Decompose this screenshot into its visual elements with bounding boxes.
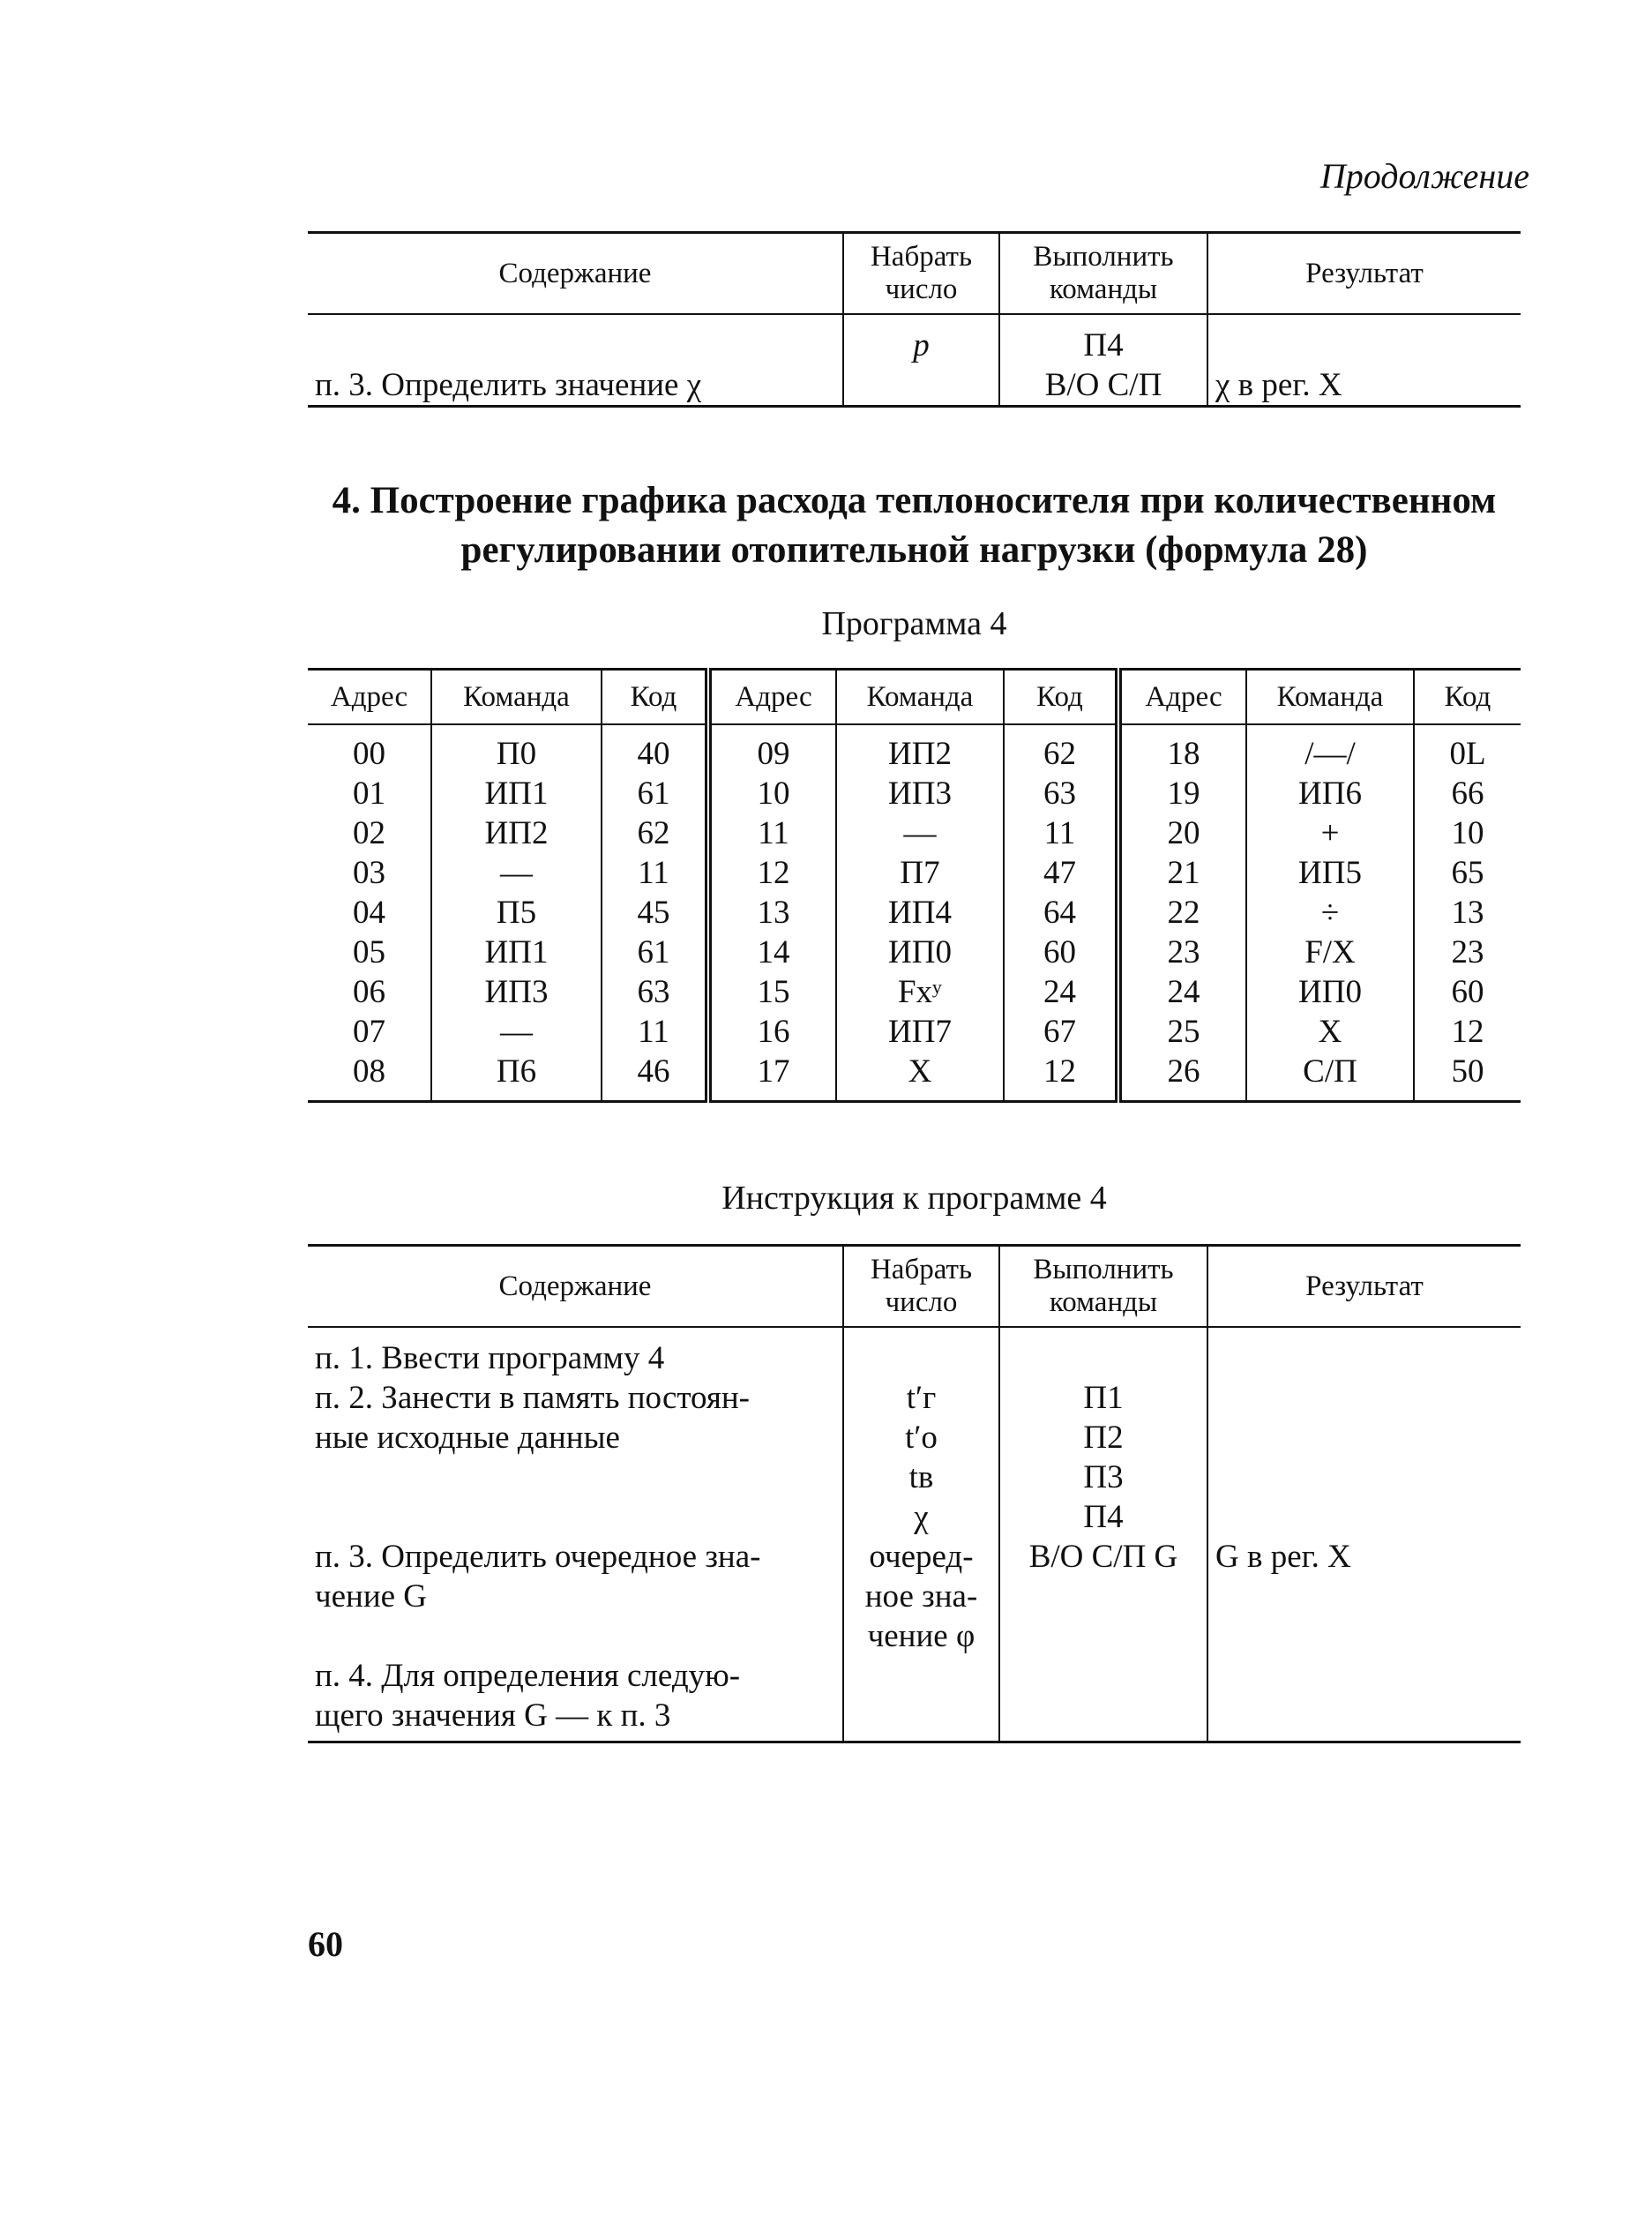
cell-line: В/О С/П G — [1028, 1539, 1178, 1575]
cell-line: 60 — [1451, 974, 1484, 1010]
cell-line: 16 — [757, 1014, 790, 1050]
header-content: Содержание — [308, 233, 843, 315]
header-code: Код — [1004, 670, 1118, 725]
cell-line: ИП3 — [484, 974, 549, 1010]
command-line: В/О С/П — [1044, 367, 1162, 403]
cell-line: 65 — [1451, 855, 1484, 891]
cell-line: ИП1 — [484, 934, 549, 970]
cell-line: 09 — [757, 736, 790, 772]
cell-line: 12 — [1451, 1014, 1484, 1050]
cell-line: ИП7 — [888, 1014, 952, 1050]
cell-line: 13 — [1451, 895, 1484, 931]
code-column — [602, 724, 708, 1102]
command-column — [836, 724, 1004, 1102]
cell-line: 45 — [637, 895, 670, 931]
cell-line: 67 — [1043, 1014, 1076, 1050]
cell-line: Fxʸ — [897, 974, 943, 1010]
cell-line: 24 — [1167, 974, 1200, 1010]
cell-line: 05 — [353, 934, 385, 970]
cell-line: — — [500, 855, 533, 891]
instruction-caption: Инструкция к программе 4 — [721, 1180, 1107, 1217]
cell-line: П2 — [1083, 1420, 1124, 1456]
instruction-table — [308, 1244, 1521, 1743]
cell-line: п. 4. Для определения следую- — [315, 1658, 741, 1694]
cell-line: 20 — [1167, 815, 1200, 851]
header-command: Команда — [431, 670, 602, 725]
cell-line: 64 — [1043, 895, 1076, 931]
cell-line: 11 — [1043, 815, 1076, 851]
instruction-commands — [999, 1327, 1207, 1742]
row-commands — [999, 314, 1207, 407]
cell-line: X — [1318, 1014, 1342, 1050]
code-column — [1004, 724, 1118, 1102]
row-input: p — [843, 314, 999, 407]
cell-line: 22 — [1167, 895, 1200, 931]
cell-line: F/X — [1304, 934, 1356, 970]
header-address: Адрес — [708, 670, 836, 725]
address-column — [708, 724, 836, 1102]
cell-line: П3 — [1083, 1459, 1124, 1495]
cell-line: 0L — [1449, 736, 1486, 772]
cell-line: 40 — [637, 736, 670, 772]
page-number: 60 — [308, 1924, 343, 1964]
section-heading — [308, 476, 1521, 575]
cell-line: 10 — [1451, 815, 1484, 851]
cell-line: 61 — [637, 934, 670, 970]
cell-line: 03 — [353, 855, 385, 891]
cell-line: п. 1. Ввести программу 4 — [315, 1340, 665, 1376]
cell-line: 47 — [1043, 855, 1076, 891]
cell-line: 07 — [353, 1014, 385, 1050]
cell-line: ИП0 — [888, 934, 952, 970]
cell-line: 17 — [757, 1053, 790, 1090]
cell-line: 04 — [353, 895, 385, 931]
cell-line: — — [903, 815, 937, 851]
cell-line: П1 — [1083, 1380, 1124, 1416]
cell-line — [315, 1497, 835, 1537]
cell-line: щего значения G — к п. 3 — [315, 1697, 671, 1734]
header-command: Команда — [1246, 670, 1414, 725]
cell-line: ные исходные данные — [315, 1420, 620, 1456]
cell-line: 02 — [353, 815, 385, 851]
cell-line — [1007, 1338, 1200, 1378]
cell-line: 23 — [1167, 934, 1200, 970]
cell-line: 60 — [1043, 934, 1076, 970]
header-code: Код — [1414, 670, 1521, 725]
cell-line: 18 — [1167, 736, 1200, 772]
cell-line: + — [1320, 815, 1340, 851]
cell-line — [1215, 1457, 1514, 1497]
cell-line — [1215, 1497, 1514, 1537]
heading-line-2: регулировании отопительной нагрузки (формула 28) — [460, 529, 1368, 571]
cell-line: 11 — [758, 815, 789, 851]
cell-line: ИП6 — [1298, 776, 1362, 812]
cell-line: ÷ — [1320, 895, 1340, 931]
cell-line: ИП2 — [484, 815, 549, 851]
header-content: Содержание — [308, 1246, 843, 1328]
code-column — [1414, 724, 1521, 1102]
cell-line: ИП2 — [888, 736, 952, 772]
cell-line: 63 — [637, 974, 670, 1010]
command-column — [1246, 724, 1414, 1102]
cell-line: 66 — [1451, 776, 1484, 812]
cell-line: 50 — [1451, 1053, 1484, 1090]
cell-line — [315, 1457, 835, 1497]
cell-line — [1215, 1338, 1514, 1378]
cell-line: 01 — [353, 776, 385, 812]
program-caption: Программа 4 — [821, 605, 1007, 642]
header-commands: Выполнить команды — [999, 1246, 1207, 1328]
instruction-content — [308, 1327, 843, 1742]
cell-line: 25 — [1167, 1014, 1200, 1050]
cell-line: П4 — [1083, 1499, 1124, 1535]
command-line: П4 — [1083, 327, 1124, 363]
continuation-table — [308, 231, 1521, 408]
cell-line: 06 — [353, 974, 385, 1010]
heading-line-1: 4. Построение графика расхода теплоносителя при количественном — [332, 480, 1497, 521]
cell-line: tв — [908, 1459, 934, 1495]
program-table — [308, 668, 1521, 1103]
cell-line: 10 — [757, 776, 790, 812]
cell-line: п. 2. Занести в память постоян- — [315, 1380, 750, 1416]
instruction-result — [1207, 1327, 1521, 1742]
cell-line: ИП3 — [888, 776, 952, 812]
cell-line: 00 — [353, 736, 385, 772]
header-result: Результат — [1207, 1246, 1521, 1328]
cell-line: t′г — [906, 1380, 937, 1416]
cell-line: 11 — [638, 1014, 669, 1050]
header-result: Результат — [1207, 233, 1521, 315]
cell-line: 13 — [757, 895, 790, 931]
cell-line: 11 — [638, 855, 669, 891]
continuation-label: Продолжение — [1319, 156, 1529, 196]
address-column — [1118, 724, 1246, 1102]
cell-line: п. 3. Определить очередное зна- — [315, 1539, 761, 1575]
cell-line — [315, 1616, 835, 1656]
header-code: Код — [602, 670, 708, 725]
cell-line: /—/ — [1304, 736, 1356, 772]
cell-line: 19 — [1167, 776, 1200, 812]
cell-line — [1215, 1378, 1514, 1418]
cell-line: 12 — [757, 855, 790, 891]
cell-line: X — [908, 1053, 932, 1090]
cell-line: t′о — [905, 1420, 938, 1456]
cell-line: 26 — [1167, 1053, 1200, 1090]
cell-line: 62 — [637, 815, 670, 851]
cell-line: 24 — [1043, 974, 1076, 1010]
row-result: χ в рег. X — [1207, 314, 1521, 407]
header-command: Команда — [836, 670, 1004, 725]
cell-line: 62 — [1043, 736, 1076, 772]
cell-line: ИП0 — [1298, 974, 1362, 1010]
cell-line: чение G — [315, 1578, 428, 1615]
cell-line: ИП4 — [888, 895, 952, 931]
cell-line: 46 — [637, 1053, 670, 1090]
cell-line: чение φ — [867, 1618, 976, 1654]
cell-line: 12 — [1043, 1053, 1076, 1090]
cell-line: 15 — [757, 974, 790, 1010]
cell-line: П6 — [496, 1053, 537, 1090]
cell-line: G в рег. X — [1215, 1539, 1351, 1575]
header-address: Адрес — [308, 670, 431, 725]
row-content: п. 3. Определить значение χ — [308, 314, 843, 407]
header-commands: Выполнить команды — [999, 233, 1207, 315]
cell-line: 21 — [1167, 855, 1200, 891]
cell-line — [1215, 1418, 1514, 1457]
instruction-input — [843, 1327, 999, 1742]
cell-line: 61 — [637, 776, 670, 812]
cell-line: П0 — [496, 736, 537, 772]
cell-line: ное зна- — [864, 1578, 978, 1615]
cell-line: — — [500, 1014, 533, 1050]
address-column — [308, 724, 431, 1102]
command-column — [431, 724, 602, 1102]
cell-line: П5 — [496, 895, 537, 931]
cell-line: П7 — [900, 855, 940, 891]
header-input: Набрать число — [843, 1246, 999, 1328]
header-address: Адрес — [1118, 670, 1246, 725]
cell-line: очеред- — [869, 1539, 974, 1575]
cell-line: С/П — [1303, 1053, 1357, 1090]
cell-line: 23 — [1451, 934, 1484, 970]
cell-line: ИП1 — [484, 776, 549, 812]
cell-line — [851, 1338, 991, 1378]
header-input: Набрать число — [843, 233, 999, 315]
cell-line: 08 — [353, 1053, 385, 1090]
cell-line: 14 — [757, 934, 790, 970]
cell-line: χ — [914, 1499, 929, 1535]
cell-line: 63 — [1043, 776, 1076, 812]
cell-line: ИП5 — [1298, 855, 1362, 891]
